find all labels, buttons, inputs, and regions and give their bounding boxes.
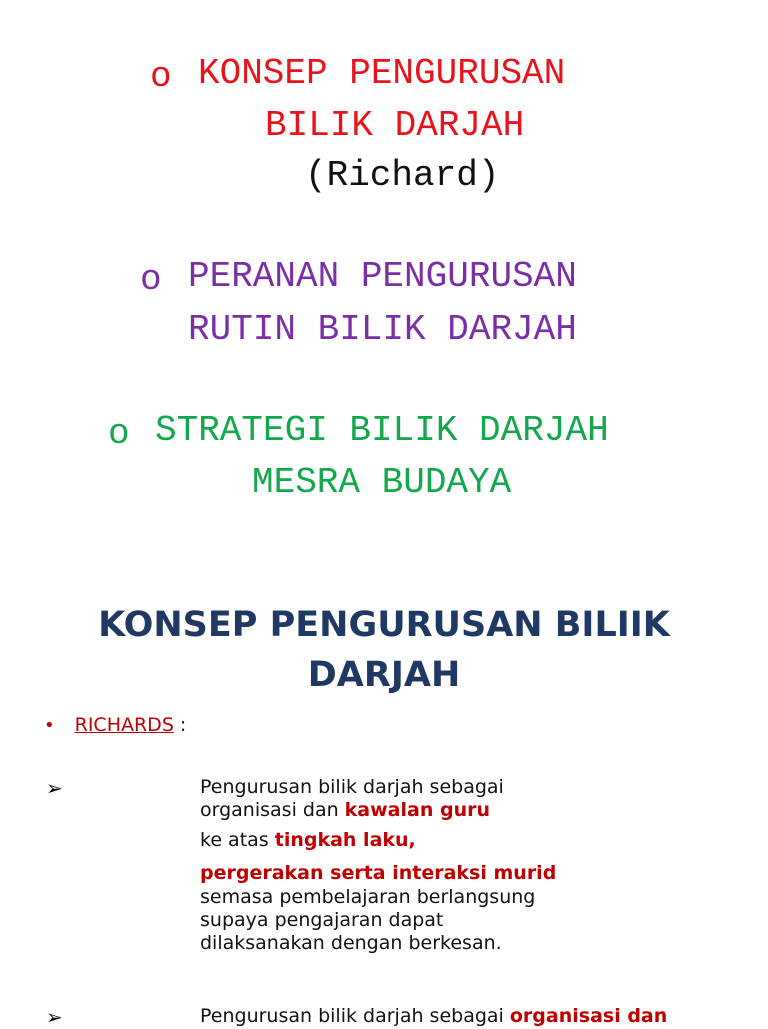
- circle-bullet-icon: o: [108, 413, 130, 454]
- outline-item-strategi-line2: MESRA BUDAYA: [252, 462, 512, 503]
- para1-line1: Pengurusan bilik darjah sebagai: [200, 776, 504, 798]
- slide-title: [0, 600, 768, 700]
- para1-highlight-pergerakan: pergerakan serta interaksi murid: [200, 862, 557, 884]
- para1-line3-text: ke atas: [200, 829, 275, 851]
- para2-highlight-organisasi: organisasi dan: [509, 1005, 668, 1027]
- outline-item-peranan-line2: RUTIN BILIK DARJAH: [188, 309, 577, 350]
- slide-title-line2: DARJAH: [307, 655, 461, 695]
- arrow-bullet-icon: ➢: [46, 776, 63, 800]
- slide-title-line1: KONSEP PENGURUSAN BILIIK: [98, 605, 670, 645]
- outline-item-konsep-line1: KONSEP PENGURUSAN: [198, 53, 566, 94]
- para1-line2: [200, 799, 556, 829]
- outline-item-peranan-line1: PERANAN PENGURUSAN: [188, 256, 577, 297]
- para1-line5: semasa pembelajaran berlangsung: [200, 886, 536, 908]
- para1-line6: supaya pengajaran dapat: [200, 909, 444, 931]
- outline-item-konsep-author: (Richard): [305, 155, 500, 196]
- arrow-bullet-icon: ➢: [46, 1005, 63, 1029]
- richards-label: RICHARDS: [74, 714, 174, 736]
- outline-item-strategi-line1: STRATEGI BILIK DARJAH: [155, 410, 609, 451]
- para1-line2-text: organisasi dan: [200, 799, 345, 821]
- para2-line1-text: Pengurusan bilik darjah sebagai: [200, 1005, 510, 1027]
- para1-highlight-kawalan: kawalan guru: [344, 799, 491, 821]
- para1-highlight-tingkah: tingkah laku,: [274, 829, 416, 851]
- richards-colon: :: [173, 714, 187, 736]
- dot-bullet-icon: •: [44, 715, 55, 736]
- para1-line7: dilaksanakan dengan berkesan.: [200, 932, 502, 954]
- para1-line3: [200, 829, 556, 862]
- richards-bullet-item: [44, 714, 186, 737]
- definition-paragraph-2: [200, 1005, 667, 1028]
- circle-bullet-icon: o: [140, 259, 162, 300]
- circle-bullet-icon: o: [150, 56, 172, 97]
- definition-paragraph-1: [200, 776, 556, 955]
- outline-item-konsep-line2: BILIK DARJAH: [265, 105, 525, 146]
